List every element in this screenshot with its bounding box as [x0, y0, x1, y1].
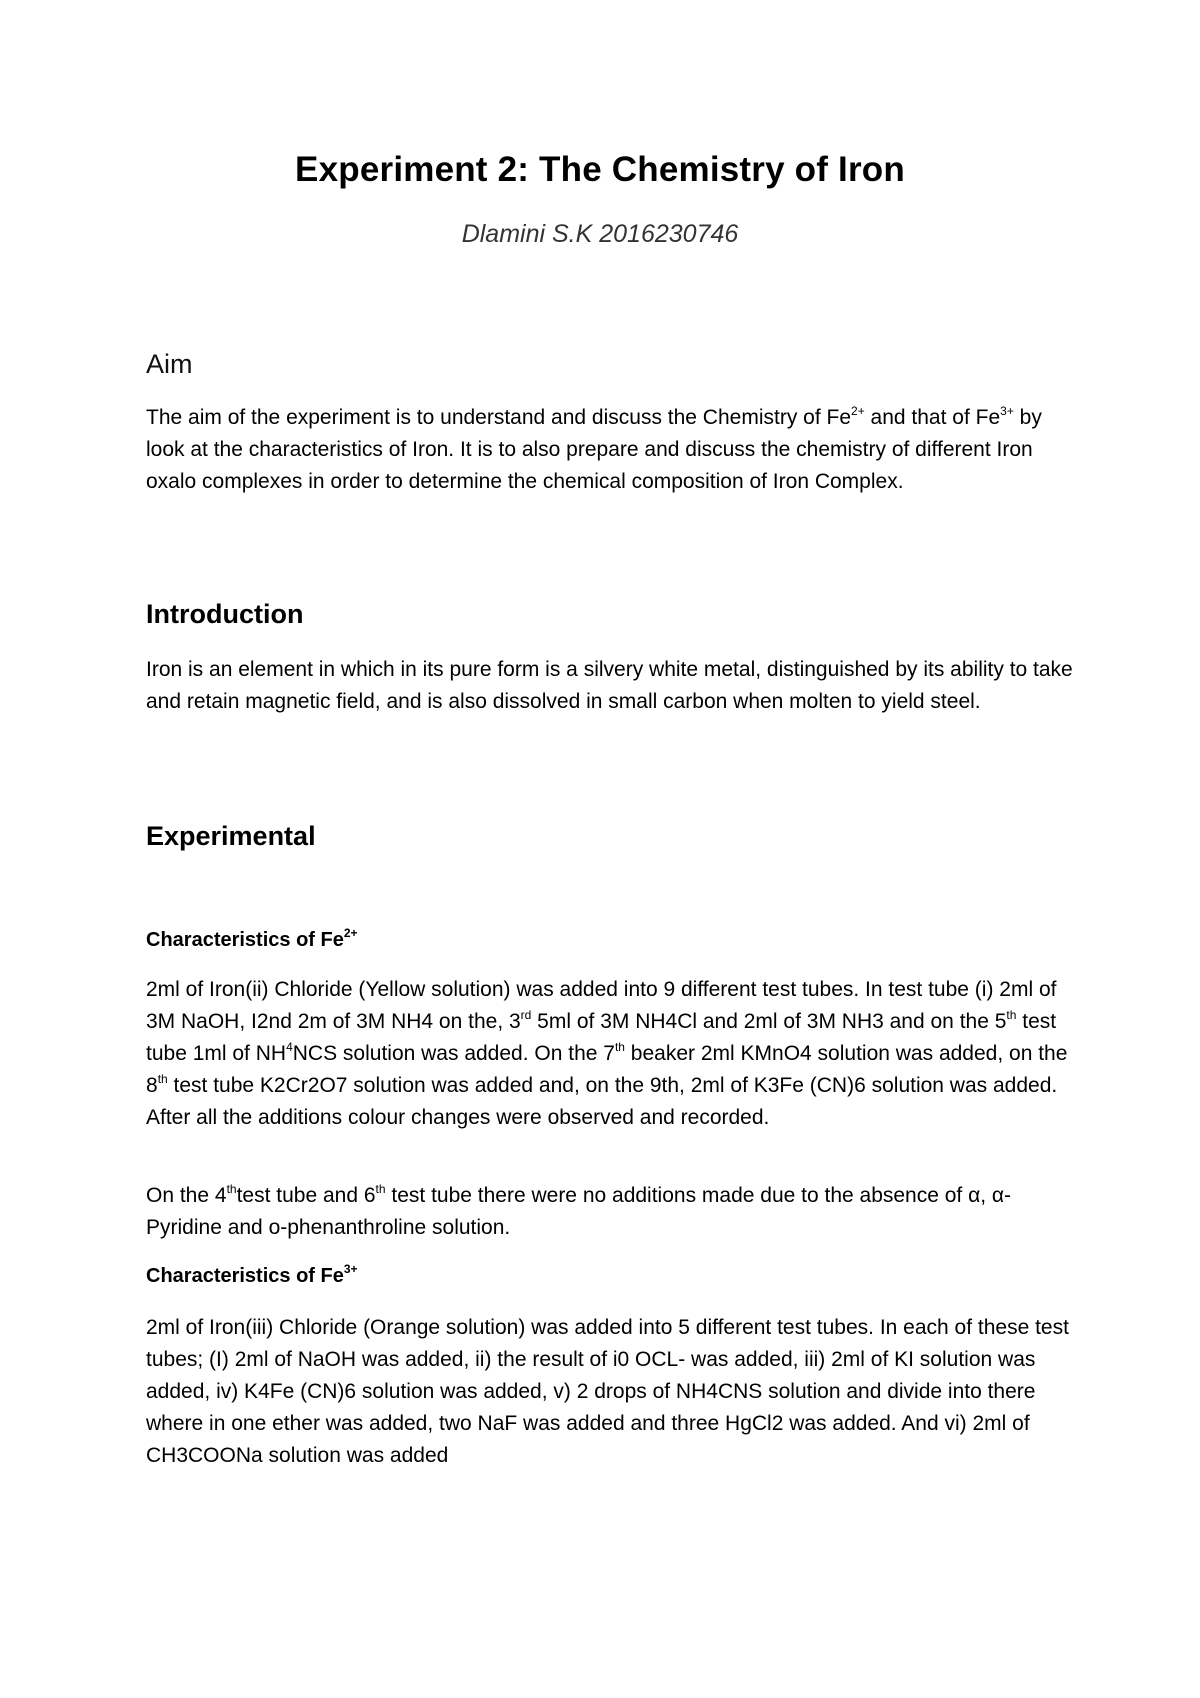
introduction-heading: Introduction	[146, 599, 304, 629]
aim-text-1: The aim of the experiment is to understand and discuss the Chemistry of Fe	[146, 406, 852, 429]
fe2-paragraph-1	[146, 974, 1076, 1134]
aim-heading: Aim	[146, 349, 193, 379]
fe2-p2-sup-1: th	[226, 1182, 237, 1196]
author-line: Dlamini S.K 2016230746	[461, 220, 739, 248]
fe2-p1-text-3: test tube 1ml of NH	[146, 1010, 1057, 1065]
fe2-p2-text-2: test tube and 6	[236, 1184, 376, 1207]
fe2-p1-text-5: beaker 2ml KMnO4 solution was added, on the 8	[146, 1042, 1068, 1097]
fe2-heading	[146, 924, 1076, 956]
fe2-p1-text-2: 5ml of 3M NH4Cl and 2ml of 3M NH3 and on the 5	[531, 1010, 1007, 1033]
aim-text-3: by look at the characteristics of Iron. It is to also prepare and discuss the chemistry of different Iron oxalo complexes in order to determine the chemical composition of Iron Complex.	[146, 406, 1042, 493]
aim-superscript-1: 2+	[851, 404, 865, 418]
fe2-p2-sup-2: th	[375, 1182, 386, 1196]
fe2-p1-sup-2: th	[1006, 1008, 1017, 1022]
fe2-heading-superscript: 2+	[343, 926, 358, 940]
document-title: Experiment 2: The Chemistry of Iron	[295, 150, 905, 189]
fe2-p1-sup-4: th	[614, 1040, 625, 1054]
introduction-paragraph: Iron is an element in which in its pure form is a silvery white metal, distinguished by its ability to take and retain magnetic field, and is also dissolved in small carbon when molten to yield steel.	[146, 658, 1073, 713]
fe2-p1-text-6: test tube K2Cr2O7 solution was added and, on the 9th, 2ml of K3Fe (CN)6 solution was added. After all the additions colour changes were observed and recorded.	[146, 1074, 1058, 1129]
experimental-heading: Experimental	[146, 821, 316, 851]
fe2-heading-text: Characteristics of Fe	[146, 929, 344, 951]
fe2-paragraph-2	[146, 1180, 1076, 1244]
fe3-heading-text: Characteristics of Fe	[146, 1265, 344, 1287]
fe2-p1-sup-5: th	[157, 1072, 168, 1086]
fe2-p2-text-1: On the 4	[146, 1184, 227, 1207]
aim-paragraph	[146, 402, 1076, 498]
fe2-p1-text-1: 2ml of Iron(ii) Chloride (Yellow solution) was added into 9 different test tubes. In test tube (i) 2ml of 3M NaOH, I2nd 2m of 3M NH4 on the, 3	[146, 978, 1057, 1033]
fe2-p1-sup-1: rd	[520, 1008, 532, 1022]
fe3-heading	[146, 1260, 1076, 1292]
fe2-p1-text-4: NCS solution was added. On the 7	[292, 1042, 615, 1065]
fe3-paragraph: 2ml of Iron(iii) Chloride (Orange solution) was added into 5 different test tubes. In each of these test tubes; (I) 2ml of NaOH was added, ii) the result of i0 OCL- was added, iii) 2ml of KI solution was added, iv) K4Fe (CN)6 solution was added, v) 2 drops of NH4CNS solution and divide into there where in one ether was added, two NaF was added and three HgCl2 was added. And vi) 2ml of CH3COONa solution was added	[146, 1316, 1069, 1467]
aim-text-2: and that of Fe	[864, 406, 1001, 429]
fe2-p2-text-3: test tube there were no additions made due to the absence of α, α-Pyridine and o-phenanthroline solution.	[146, 1184, 1012, 1239]
aim-superscript-2: 3+	[1000, 404, 1014, 418]
fe2-p1-sup-3: 4	[286, 1040, 293, 1054]
fe3-heading-superscript: 3+	[343, 1262, 358, 1276]
